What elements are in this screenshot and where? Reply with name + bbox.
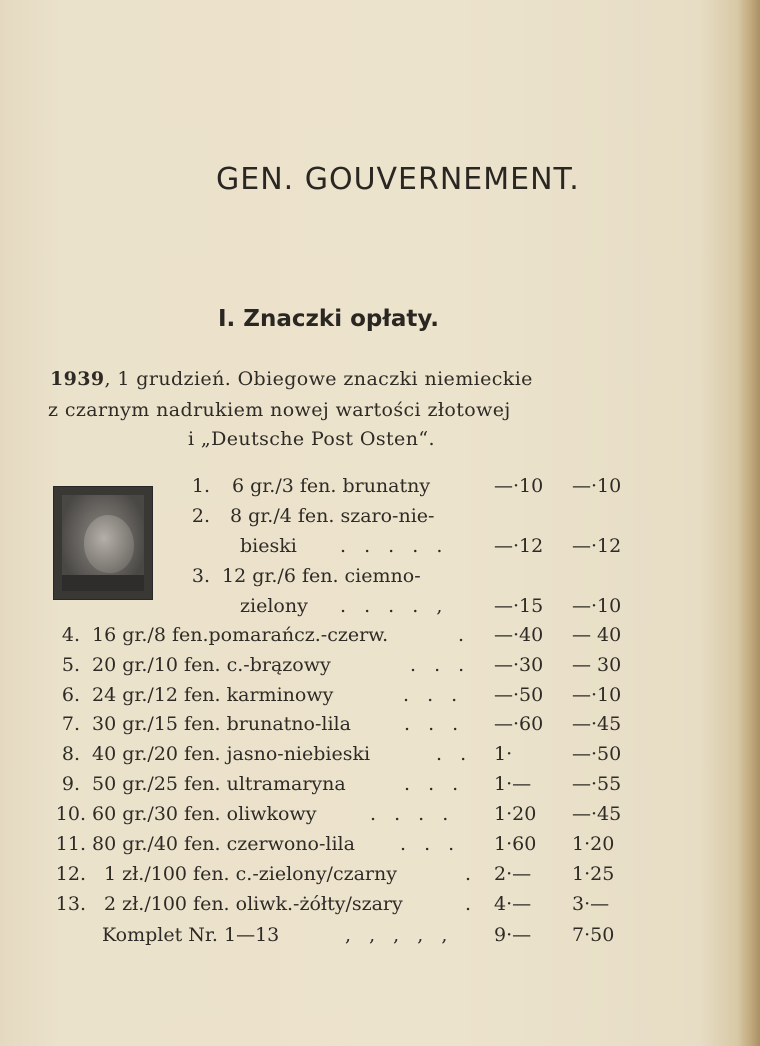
row-description: Komplet Nr. 1—13 xyxy=(102,924,280,946)
catalog-row xyxy=(0,622,720,648)
row-leader-dots: . . . xyxy=(410,654,471,676)
price-used: 3·— xyxy=(572,893,610,915)
price-unused: 1· xyxy=(494,743,513,765)
row-number: 3. xyxy=(191,565,210,587)
price-unused: —·15 xyxy=(494,595,544,617)
row-description: 8 gr./4 fen. szaro-nie- xyxy=(230,505,435,527)
catalog-row xyxy=(0,533,720,559)
row-number: 6. xyxy=(61,684,80,706)
price-used: —·50 xyxy=(572,743,622,765)
row-leader-dots: . . . . . xyxy=(340,535,449,557)
row-description: 60 gr./30 fen. oliwkowy xyxy=(92,803,317,825)
price-unused: —·50 xyxy=(494,684,544,706)
row-number: 2. xyxy=(191,505,210,527)
row-number: 9. xyxy=(61,773,80,795)
price-used: —·45 xyxy=(572,713,622,735)
price-used: —·10 xyxy=(572,475,622,497)
intro-line-3: i „Deutsche Post Osten“. xyxy=(188,428,435,450)
row-number: 4. xyxy=(61,624,80,646)
price-used: 1·20 xyxy=(572,833,615,855)
price-unused: 9·— xyxy=(494,924,532,946)
intro-line-2: z czarnym nadrukiem nowej wartości złotowej xyxy=(48,399,511,421)
row-leader-dots: . . . xyxy=(404,773,465,795)
row-description: 2 zł./100 fen. oliwk.-żółty/szary xyxy=(104,893,403,915)
catalog-row xyxy=(0,503,720,529)
price-used: — 30 xyxy=(572,654,622,676)
catalog-row xyxy=(0,801,720,827)
row-number: 13. xyxy=(55,893,86,915)
row-description: zielony xyxy=(240,595,308,617)
price-used: —·45 xyxy=(572,803,622,825)
row-leader-dots: . . . xyxy=(400,833,461,855)
price-unused: 1·20 xyxy=(494,803,537,825)
catalog-row xyxy=(0,771,720,797)
row-leader-dots: . . . . xyxy=(370,803,455,825)
price-used: 1·25 xyxy=(572,863,615,885)
row-description: 1 zł./100 fen. c.-zielony/czarny xyxy=(104,863,397,885)
catalog-row xyxy=(0,563,720,589)
price-used: — 40 xyxy=(572,624,622,646)
price-unused: —·30 xyxy=(494,654,544,676)
row-leader-dots: . xyxy=(458,624,471,646)
price-used: 7·50 xyxy=(572,924,615,946)
catalog-row xyxy=(0,831,720,857)
row-leader-dots: , , , , , xyxy=(345,924,454,946)
row-number: 7. xyxy=(61,713,80,735)
page-edge xyxy=(738,0,760,1046)
price-unused: —·40 xyxy=(494,624,544,646)
catalog-row xyxy=(0,652,720,678)
section-title: I. Znaczki opłaty. xyxy=(218,306,440,332)
row-description: 16 gr./8 fen.pomarańcz.-czerw. xyxy=(92,624,389,646)
row-number: 1. xyxy=(191,475,210,497)
price-unused: 1·— xyxy=(494,773,532,795)
price-unused: —·10 xyxy=(494,475,544,497)
catalog-row xyxy=(0,711,720,737)
row-description: 50 gr./25 fen. ultramaryna xyxy=(92,773,346,795)
price-unused: —·12 xyxy=(494,535,544,557)
row-leader-dots: . . . . , xyxy=(340,595,449,617)
row-description: 20 gr./10 fen. c.-brązowy xyxy=(92,654,331,676)
row-leader-dots: . . . xyxy=(403,684,464,706)
row-number: 12. xyxy=(55,863,86,885)
catalog-row xyxy=(0,861,720,887)
row-description: 30 gr./15 fen. brunatno-lila xyxy=(92,713,351,735)
intro-year: 1939 xyxy=(50,368,105,390)
price-unused: 1·60 xyxy=(494,833,537,855)
price-unused: 4·— xyxy=(494,893,532,915)
price-used: —·55 xyxy=(572,773,622,795)
row-description: 12 gr./6 fen. ciemno- xyxy=(222,565,421,587)
row-number: 10. xyxy=(55,803,86,825)
row-description: bieski xyxy=(240,535,297,557)
catalog-row xyxy=(0,922,720,948)
price-unused: —·60 xyxy=(494,713,544,735)
catalog-row xyxy=(0,593,720,619)
row-description: 24 gr./12 fen. karminowy xyxy=(92,684,334,706)
intro-line-1 xyxy=(50,368,533,390)
price-unused: 2·— xyxy=(494,863,532,885)
row-leader-dots: . xyxy=(465,893,478,915)
row-number: 11. xyxy=(55,833,86,855)
row-leader-dots: . xyxy=(465,863,478,885)
row-description: 40 gr./20 fen. jasno-niebieski xyxy=(92,743,371,765)
catalog-row xyxy=(0,473,720,499)
intro-line-1-text: , 1 grudzień. Obiegowe znaczki niemieckie xyxy=(104,368,533,390)
row-number: 8. xyxy=(61,743,80,765)
price-used: —·10 xyxy=(572,595,622,617)
row-leader-dots: . . xyxy=(436,743,473,765)
row-description: 80 gr./40 fen. czerwono-lila xyxy=(92,833,355,855)
price-used: —·10 xyxy=(572,684,622,706)
catalog-row xyxy=(0,682,720,708)
row-description: 6 gr./3 fen. brunatny xyxy=(232,475,431,497)
catalog-row xyxy=(0,891,720,917)
price-used: —·12 xyxy=(572,535,622,557)
row-leader-dots: . . . xyxy=(404,713,465,735)
row-number: 5. xyxy=(61,654,80,676)
page-title: GEN. GOUVERNEMENT. xyxy=(216,162,580,197)
catalog-row xyxy=(0,741,720,767)
